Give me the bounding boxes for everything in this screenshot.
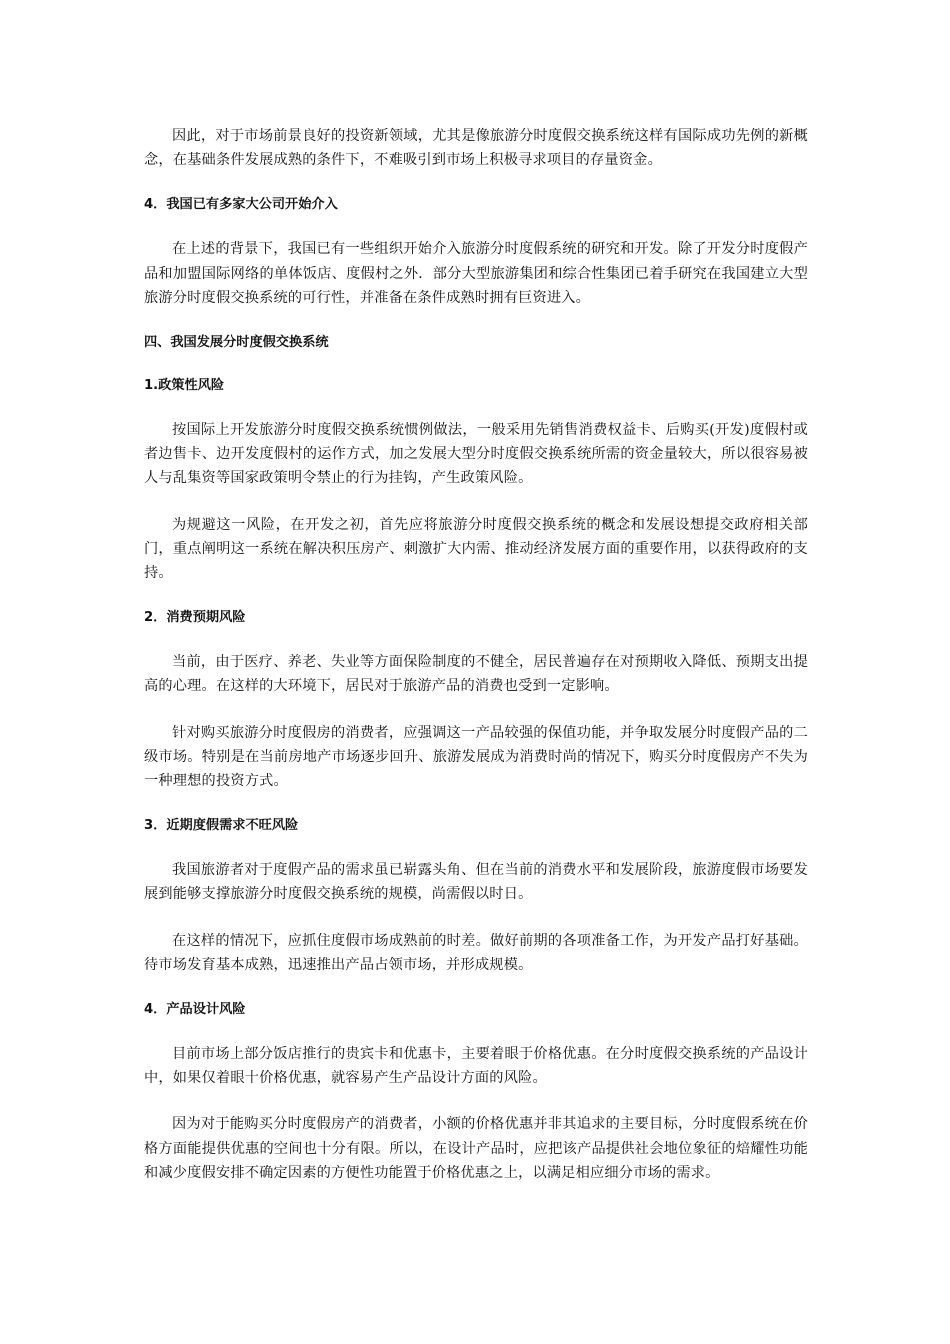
paragraph: 我国旅游者对于度假产品的需求虽已崭露头角、但在当前的消费水平和发展阶段，旅游度假市场要发展到能够支撑旅游分时度假交换系统的规模，尚需假以时日。 — [144, 862, 808, 903]
paragraph: 为规避这一风险，在开发之初，首先应将旅游分时度假交换系统的概念和发展设想提交政府相关部门，重点阐明这一系统在解决积压房产、刺激扩大内需、推动经济发展方面的重要作用，以获得政府的支持。 — [144, 516, 808, 582]
paragraph: 针对购买旅游分时度假房的消费者，应强调这一产品较强的保值功能，并争取发展分时度假产品的二级市场。特别是在当前房地产市场逐步回升、旅游发展成为消费时尚的情况下，购买分时度假房产不失为一种理想的投资方式。 — [144, 724, 808, 790]
paragraph: 在这样的情况下，应抓住度假市场成熟前的时差。做好前期的各项准备工作，为开发产品打好基础。待市场发育基本成熟，迅速推出产品占领市场，并形成规模。 — [144, 932, 808, 973]
paragraph: 因为对于能购买分时度假房产的消费者，小额的价格优惠并非其追求的主要目标，分时度假系统在价格方面能提供优惠的空间也十分有限。所以，在设计产品时，应把该产品提供社会地位象征的焙耀性功能和减少度假安排不确定因素的方便性功能置于价格优惠之上，以满足相应细分市场的需求。 — [144, 1116, 808, 1181]
paragraph: 在上述的背景下，我国已有一些组织开始介入旅游分时度假系统的研究和开发。除了开发分时度假产品和加盟国际网络的单体饭店、度假村之外．部分大型旅游集团和综合性集团已着手研究在我国建立大型旅游分时度假交换系统的可行性，并准备在条件成熟时拥有巨资进入。 — [144, 241, 808, 306]
paragraph: 当前，由于医疗、养老、失业等方面保险制度的不健全，居民普遍存在对预期收入降低、预期支出提高的心理。在这样的大环境下，居民对于旅游产品的消费也受到一定影响。 — [144, 654, 808, 695]
paragraph: 因此，对于市场前景良好的投资新领域，尤其是像旅游分时度假交换系统这样有国际成功先例的新概念，在基础条件发展成熟的条件下，不难吸引到市场上积极寻求项目的存量资金。 — [144, 128, 808, 169]
section-heading: 4．产品设计风险 — [144, 1002, 246, 1018]
section-heading: 3．近期度假需求不旺风险 — [144, 818, 299, 834]
section-heading: 2．消费预期风险 — [144, 610, 246, 626]
paragraph: 按国际上开发旅游分时度假交换系统惯例做法，一般采用先销售消费权益卡、后购买(开发)度假村或者边售卡、边开发度假村的运作方式，加之发展大型分时度假交换系统所需的资金量较大，所以很容易被人与乱集资等国家政策明令禁止的行为挂钩，产生政策风险。 — [144, 422, 808, 487]
section-heading: 1.政策性风险 — [144, 378, 225, 394]
chapter-heading: 四、我国发展分时度假交换系统 — [144, 335, 329, 351]
paragraph: 目前市场上部分饭店推行的贵宾卡和优惠卡，主要着眼于价格优惠。在分时度假交换系统的产品设计中，如果仅着眼十价格优惠，就容易产生产品设计方面的风险。 — [144, 1046, 808, 1087]
document-page — [144, 124, 808, 1185]
section-heading: 4．我国已有多家大公司开始介入 — [144, 197, 338, 213]
